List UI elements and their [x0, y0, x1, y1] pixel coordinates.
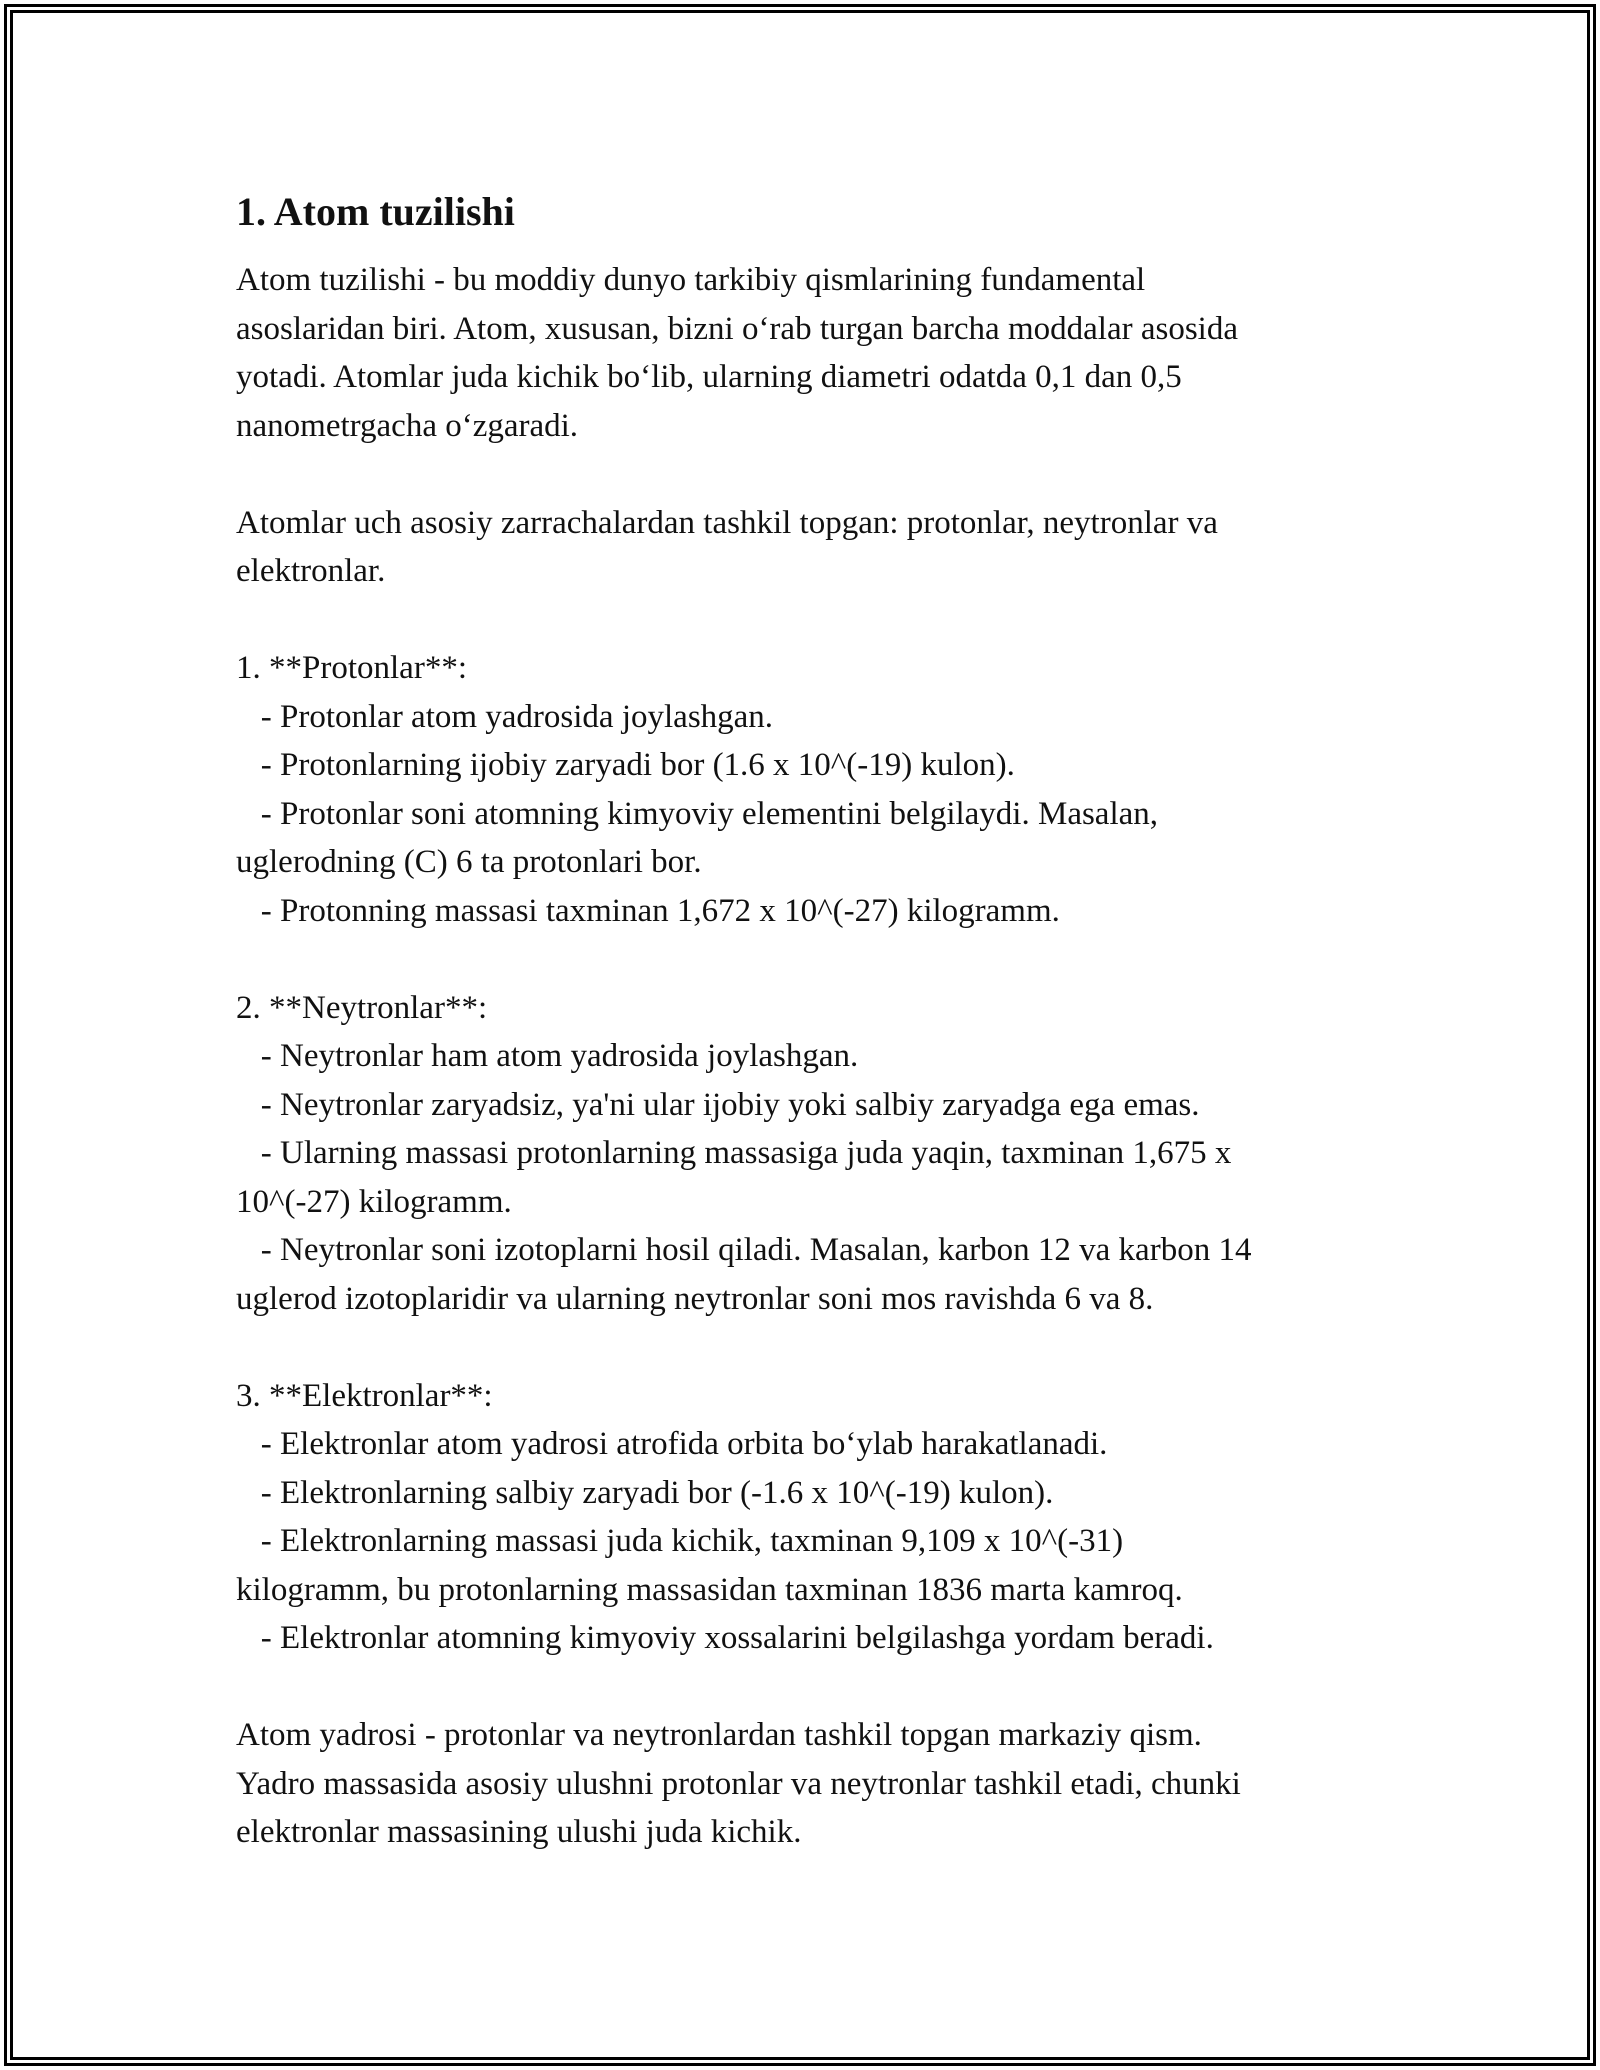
paragraph-gap — [236, 1323, 1376, 1372]
paragraph-gap — [236, 596, 1376, 645]
text-line: Atomlar uch asosiy zarrachalardan tashkil topgan: protonlar, neytronlar va — [236, 504, 1218, 541]
text-line: - Protonlarning ijobiy zaryadi bor (1.6 x 10^(-19) kulon). — [236, 747, 1015, 783]
text-line: 10^(-27) kilogramm. — [236, 1183, 512, 1220]
text-line: - Protonning massasi taxminan 1,672 x 10^(-27) kilogramm. — [236, 892, 1060, 929]
text-line: 1. **Protonlar**: — [236, 650, 467, 686]
text-line: Yadro massasida asosiy ulushni protonlar va neytronlar tashkil etadi, chunki — [236, 1765, 1241, 1802]
text-line: - Elektronlar atom yadrosi atrofida orbita bo‘ylab harakatlanadi. — [236, 1426, 1108, 1462]
text-line: 2. **Neytronlar**: — [236, 989, 488, 1026]
text-line: - Elektronlar atomning kimyoviy xossalarini belgilashga yordam beradi. — [236, 1620, 1214, 1656]
text-line: - Ularning massasi protonlarning massasiga juda yaqin, taxminan 1,675 x — [236, 1135, 1232, 1171]
text-line: 3. **Elektronlar**: — [236, 1377, 493, 1414]
text-line: uglerodning (C) 6 ta protonlari bor. — [236, 844, 702, 880]
text-line: yotadi. Atomlar juda kichik bo‘lib, ularning diametri odatda 0,1 dan 0,5 — [236, 359, 1182, 395]
text-line: - Neytronlar ham atom yadrosida joylashgan. — [236, 1038, 859, 1074]
text-line: nanometrgacha o‘zgaradi. — [236, 407, 579, 444]
text-line: Atom yadrosi - protonlar va neytronlardan tashkil topgan markaziy qism. — [236, 1717, 1202, 1753]
document-body — [236, 186, 1376, 1857]
text-line: Atom tuzilishi - bu moddiy dunyo tarkibiy qismlarining fundamental — [236, 262, 1146, 298]
text-line: - Elektronlarning massasi juda kichik, taxminan 9,109 x 10^(-31) — [236, 1523, 1124, 1559]
paragraph-gap — [236, 1663, 1376, 1712]
text-line: elektronlar massasining ulushi juda kichik. — [236, 1814, 802, 1850]
text-line: - Neytronlar zaryadsiz, ya'ni ular ijobiy yoki salbiy zaryadga ega emas. — [236, 1086, 1200, 1123]
text-line: asoslaridan biri. Atom, xususan, bizni o‘rab turgan barcha moddalar asosida — [236, 310, 1238, 347]
text-line: kilogramm, bu protonlarning massasidan taxminan 1836 marta kamroq. — [236, 1571, 1183, 1608]
text-line: - Neytronlar soni izotoplarni hosil qiladi. Masalan, karbon 12 va karbon 14 — [236, 1232, 1252, 1268]
text-line: - Elektronlarning salbiy zaryadi bor (-1.6 x 10^(-19) kulon). — [236, 1474, 1054, 1511]
text-line: - Protonlar atom yadrosida joylashgan. — [236, 698, 774, 735]
text-line: - Protonlar soni atomning kimyoviy elementini belgilaydi. Masalan, — [236, 795, 1159, 832]
paragraph-gap — [236, 450, 1376, 499]
body-text — [236, 256, 1376, 1857]
text-line: elektronlar. — [236, 553, 386, 589]
text-line: uglerod izotoplaridir va ularning neytronlar soni mos ravishda 6 va 8. — [236, 1280, 1154, 1317]
paragraph-gap — [236, 935, 1376, 984]
section-title: 1. Atom tuzilishi — [236, 189, 515, 234]
